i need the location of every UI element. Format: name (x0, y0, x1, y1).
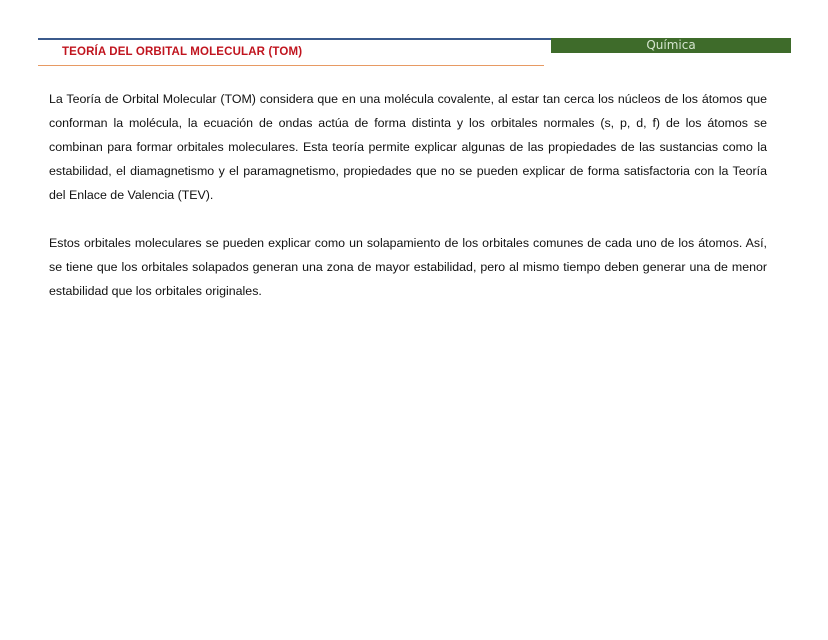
page-title: TEORÍA DEL ORBITAL MOLECULAR (TOM) (62, 46, 303, 58)
paragraph-1: La Teoría de Orbital Molecular (TOM) considera que en una molécula covalente, al estar tan cerca los núcleos de los átomos que conforman la molécula, la ecuación de ondas actúa de forma distinta y los orbitales normales (s, p, d, f) de los átomos se combinan para formar orbitales moleculares. Esta teoría permite explicar algunas de las propiedades de las sustancias como la estabilidad, el diamagnetismo y el paramagnetismo, propiedades que no se pueden explicar de forma satisfactoria con la Teoría del Enlace de Valencia (TEV). (49, 92, 767, 202)
document-body (49, 87, 767, 327)
paragraph-2: Estos orbitales moleculares se pueden explicar como un solapamiento de los orbitales comunes de cada uno de los átomos. Así, se tiene que los orbitales solapados generan una zona de mayor estabilidad, pero al mismo tiempo deben generar una de menor estabilidad que los orbitales originales. (49, 236, 767, 298)
title-underline (38, 65, 544, 66)
subject-tab: Química (551, 38, 791, 53)
